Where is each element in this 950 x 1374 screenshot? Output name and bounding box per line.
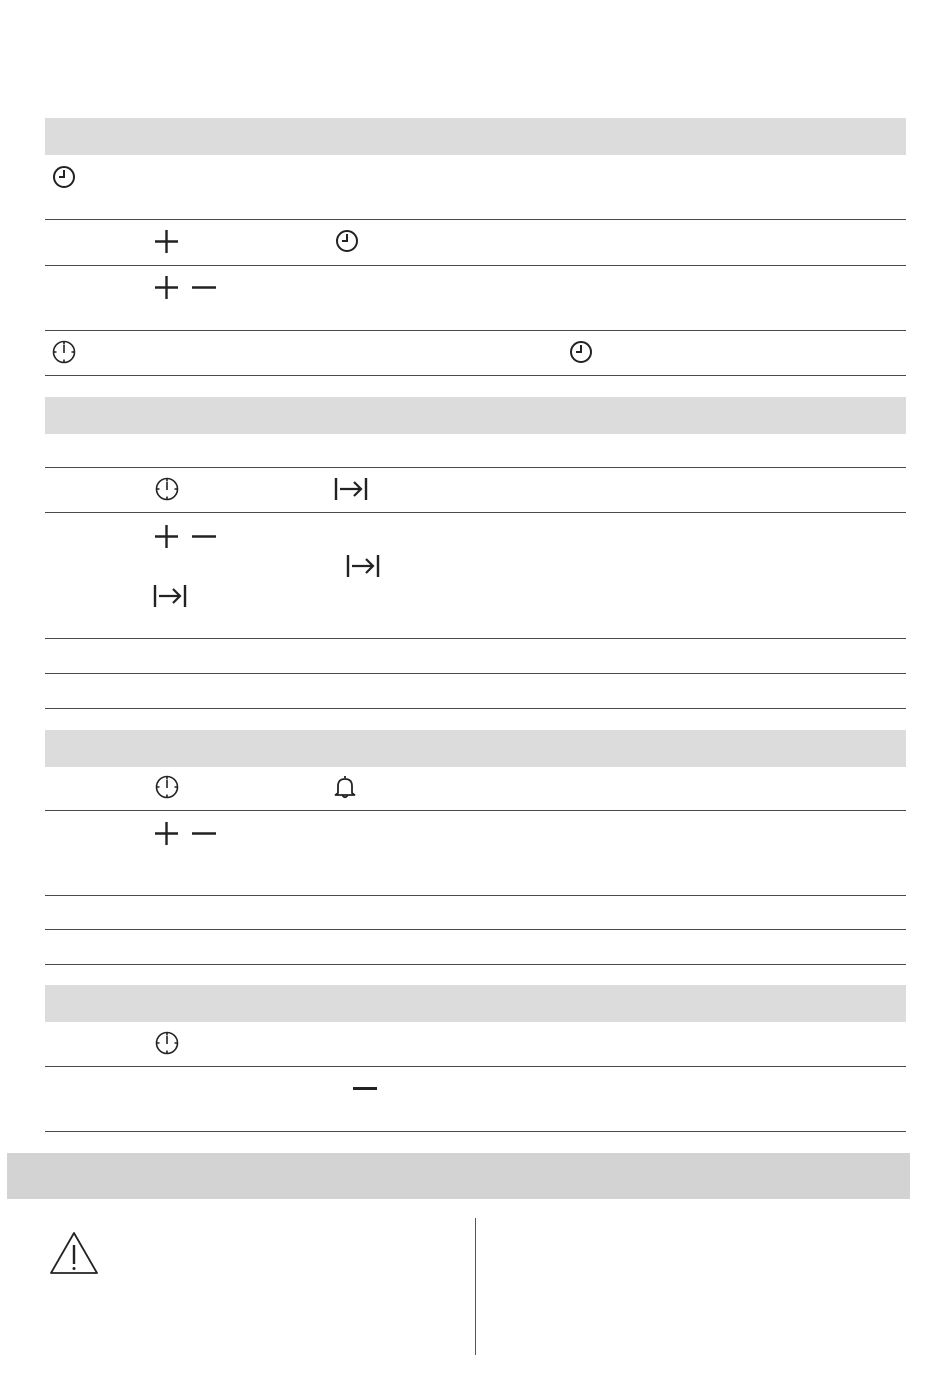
- minus-icon: [191, 821, 217, 846]
- row-divider: [45, 375, 906, 376]
- end-arrow-icon: [334, 477, 368, 501]
- section-header-minute-minder: [45, 730, 906, 767]
- timer-icon: [52, 340, 76, 364]
- row-divider: [45, 638, 906, 639]
- section-header-clock: [45, 118, 906, 155]
- row-divider: [45, 467, 906, 468]
- end-arrow-icon: [153, 584, 187, 608]
- row-divider: [45, 219, 906, 220]
- plus-icon: [154, 275, 179, 300]
- minus-icon: [191, 275, 217, 300]
- warning-triangle-icon: [49, 1231, 99, 1275]
- plus-icon: [154, 524, 179, 549]
- row-divider: [45, 1066, 906, 1067]
- minus-icon: [191, 524, 217, 549]
- row-divider: [45, 330, 906, 331]
- section-header-cancel: [45, 985, 906, 1022]
- plus-icon: [154, 229, 179, 254]
- row-divider: [45, 810, 906, 811]
- clock-icon: [52, 165, 76, 189]
- clock-icon: [569, 340, 593, 364]
- row-divider: [45, 708, 906, 709]
- column-divider: [475, 1218, 476, 1355]
- timer-icon: [155, 775, 179, 799]
- bell-icon: [333, 774, 357, 800]
- row-divider: [45, 895, 906, 896]
- row-divider: [45, 265, 906, 266]
- row-divider: [45, 512, 906, 513]
- section-header-duration: [45, 397, 906, 434]
- row-divider: [45, 673, 906, 674]
- end-arrow-icon: [346, 554, 380, 578]
- row-divider: [45, 1131, 906, 1132]
- timer-icon: [155, 477, 179, 501]
- minus-icon: [352, 1076, 378, 1101]
- row-divider: [45, 929, 906, 930]
- row-divider: [45, 964, 906, 965]
- timer-icon: [155, 1031, 179, 1055]
- clock-icon: [335, 229, 359, 253]
- warning-banner: [7, 1153, 910, 1199]
- plus-icon: [154, 821, 179, 846]
